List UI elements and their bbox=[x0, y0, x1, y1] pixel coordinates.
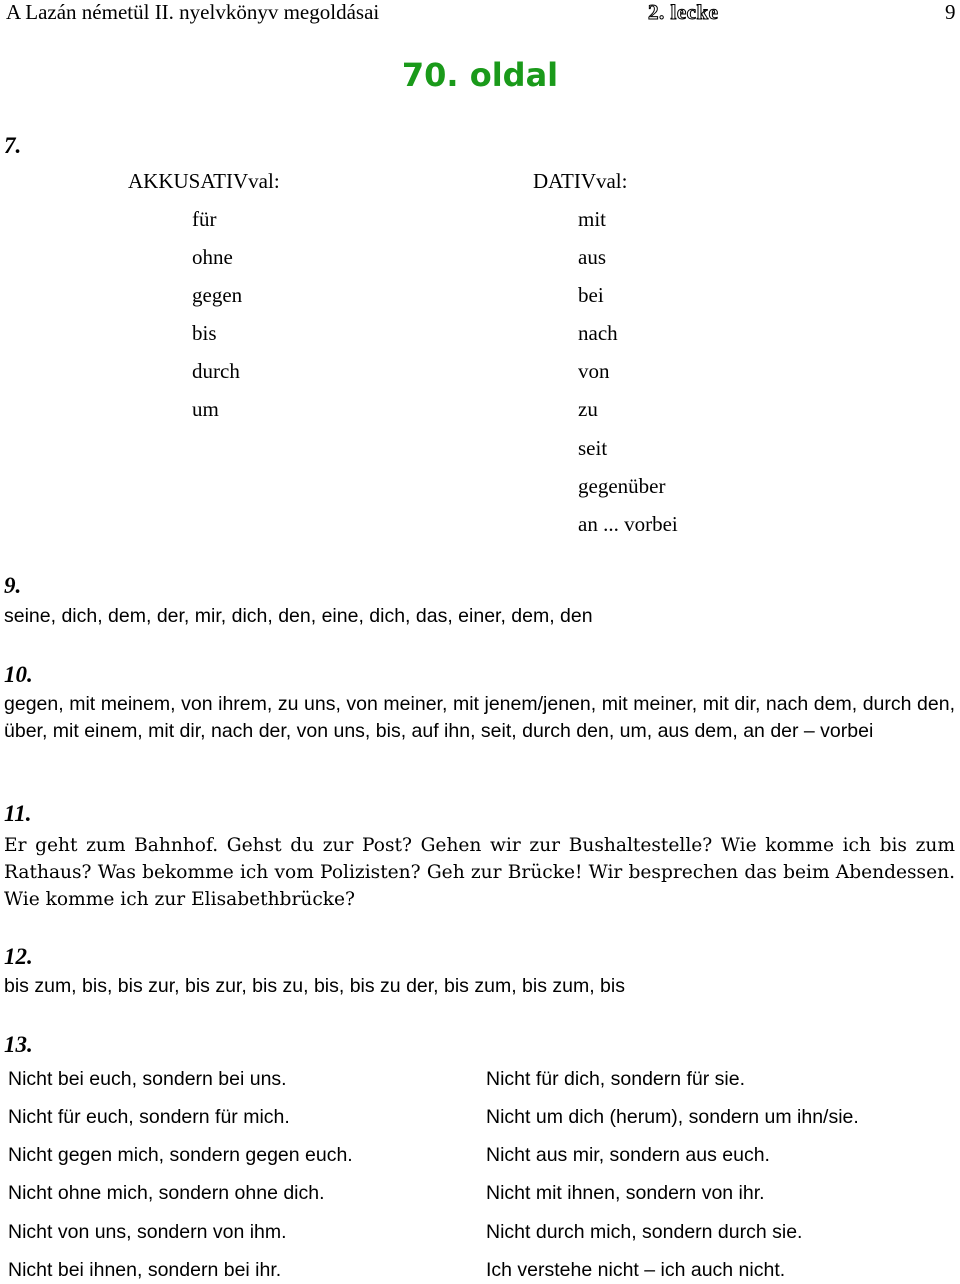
section-10-text: gegen, mit meinem, von ihrem, zu uns, von meiner, mit jenem/jenen, mit meiner, mit dir, nach dem, durch den, über, mit einem, mit dir, nach der, von uns, bis, auf ihn, seit, durch den, um, aus dem, an der – vorbei bbox=[4, 693, 955, 742]
section-13-right-item: Nicht durch mich, sondern durch sie. bbox=[486, 1221, 803, 1243]
section-13-right-item: Nicht um dich (herum), sondern um ihn/sie. bbox=[486, 1106, 859, 1128]
akkusativ-preposition: bis bbox=[192, 321, 217, 345]
akkusativ-preposition: gegen bbox=[192, 283, 243, 307]
section-13-right-item: Nicht aus mir, sondern aus euch. bbox=[486, 1144, 770, 1166]
akkusativ-preposition: um bbox=[192, 397, 219, 421]
section-13-right-item: Nicht für dich, sondern für sie. bbox=[486, 1068, 746, 1090]
section-13-right-item: Nicht mit ihnen, sondern von ihr. bbox=[486, 1182, 765, 1204]
section-9-number: 9. bbox=[4, 573, 22, 598]
section-7-number: 7. bbox=[4, 133, 22, 158]
dativ-preposition: aus bbox=[578, 245, 606, 269]
section-13-left-item: Nicht von uns, sondern von ihm. bbox=[8, 1221, 287, 1243]
dativ-heading: DATIVval: bbox=[533, 169, 628, 193]
section-11-number: 11. bbox=[4, 801, 32, 826]
akkusativ-heading: AKKUSATIVval: bbox=[128, 169, 280, 193]
dativ-preposition: mit bbox=[578, 207, 607, 231]
page-title: 70. oldal bbox=[401, 56, 559, 94]
dativ-preposition: seit bbox=[578, 436, 608, 460]
section-13-right-item: Ich verstehe nicht – ich auch nicht. bbox=[486, 1259, 786, 1281]
section-11-text: Er geht zum Bahnhof. Gehst du zur Post? Gehen wir zur Bushaltestelle? Wie komme ich bis zum Rathaus? Was bekomme ich vom Polizisten? Geh zur Brücke! Wir besprechen das beim Abendessen. Wie komme ich zur Elisabethbrücke? bbox=[4, 835, 955, 910]
akkusativ-preposition: für bbox=[192, 207, 217, 231]
dativ-preposition: zu bbox=[578, 397, 598, 421]
section-9-text: seine, dich, dem, der, mir, dich, den, eine, dich, das, einer, dem, den bbox=[4, 605, 593, 627]
section-13-left-item: Nicht bei euch, sondern bei uns. bbox=[8, 1068, 287, 1090]
akkusativ-preposition: durch bbox=[192, 359, 240, 383]
dativ-preposition: bei bbox=[578, 283, 604, 307]
section-12-text: bis zum, bis, bis zur, bis zur, bis zu, bis, bis zu der, bis zum, bis zum, bis bbox=[4, 975, 625, 997]
akkusativ-preposition: ohne bbox=[192, 245, 233, 269]
page-number: 9 bbox=[945, 0, 956, 24]
section-13-left-item: Nicht bei ihnen, sondern bei ihr. bbox=[8, 1259, 282, 1281]
dativ-preposition: an ... vorbei bbox=[578, 512, 678, 536]
dativ-preposition: nach bbox=[578, 321, 618, 345]
running-header-lesson: 2. lecke bbox=[648, 0, 719, 24]
section-13-left-item: Nicht gegen mich, sondern gegen euch. bbox=[8, 1144, 353, 1166]
running-header-title: A Lazán németül II. nyelvkönyv megoldásai bbox=[6, 0, 380, 24]
section-13-left-item: Nicht für euch, sondern für mich. bbox=[8, 1106, 290, 1128]
dativ-preposition: von bbox=[578, 359, 610, 383]
section-13-number: 13. bbox=[4, 1032, 33, 1057]
section-10-number: 10. bbox=[4, 662, 33, 687]
section-13-left-item: Nicht ohne mich, sondern ohne dich. bbox=[8, 1182, 325, 1204]
dativ-preposition: gegenüber bbox=[578, 474, 666, 498]
section-12-number: 12. bbox=[4, 944, 33, 969]
